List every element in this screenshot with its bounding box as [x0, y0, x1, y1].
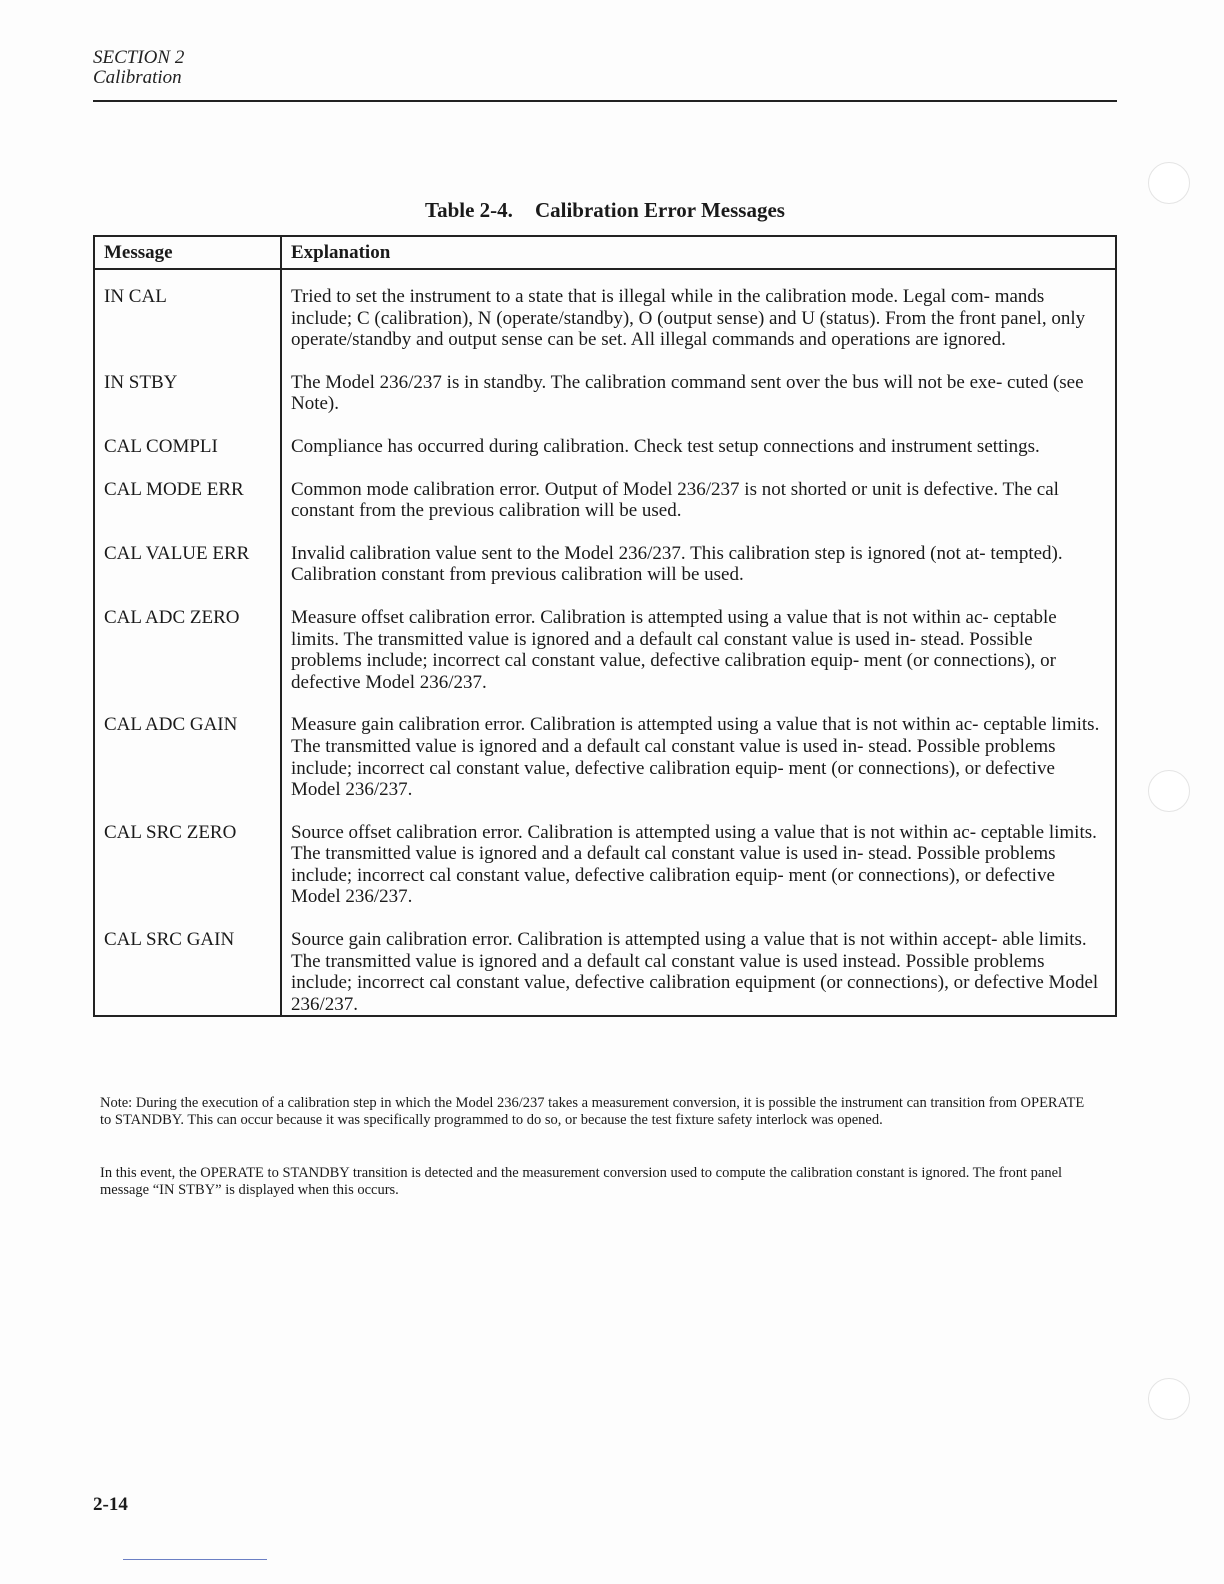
header-rule — [93, 100, 1117, 102]
table-row — [94, 714, 1116, 821]
table-number: Table 2-4. — [425, 198, 513, 222]
table-row — [94, 929, 1116, 1016]
message-cell: CAL VALUE ERR — [94, 543, 281, 607]
punch-hole-bottom — [1148, 1378, 1190, 1420]
message-cell: IN STBY — [94, 372, 281, 436]
explanation-cell: Measure gain calibration error. Calibration is attempted using a value that is not within ac- ceptable limits. The transmitted value is ignored and a default cal constant value is used in- stead. Possible problems include; incorrect cal constant value, defective calibration equip- ment (or connections), or defective Model 236/237. — [291, 714, 1100, 801]
message-cell: CAL MODE ERR — [94, 479, 281, 543]
running-header — [93, 48, 184, 88]
table-row — [94, 479, 1116, 543]
message-cell: CAL SRC GAIN — [94, 929, 281, 1016]
table-row — [94, 436, 1116, 479]
table-row — [94, 607, 1116, 714]
table-row — [94, 269, 1116, 372]
explanation-cell: Source gain calibration error. Calibration is attempted using a value that is not within accept- able limits. The transmitted value is ignored and a default cal constant value is used instead. Possible problems include; incorrect cal constant value, defective calibration equipment (or connections), or defective Model 236/237. — [291, 929, 1099, 1015]
note-paragraph: Note: During the execution of a calibration step in which the Model 236/237 takes a measurement conversion, it is possible the instrument can transition from OPERATE to STANDBY. This can occur because it was specifically programmed to do so, or because the test fixture safety interlock was opened. — [100, 1094, 1085, 1128]
punch-hole-middle — [1148, 770, 1190, 812]
message-cell: IN CAL — [94, 269, 281, 372]
explanation-cell: Compliance has occurred during calibration. Check test setup connections and instrument settings. — [291, 435, 1040, 457]
table-row — [94, 543, 1116, 607]
section-label: SECTION 2 — [93, 47, 185, 68]
table-row — [94, 372, 1116, 436]
explanation-cell: The Model 236/237 is in standby. The calibration command sent over the bus will not be exe- cuted (see Note). — [291, 371, 1084, 415]
message-cell: CAL COMPLI — [94, 436, 281, 479]
table-caption — [93, 198, 1117, 223]
table-title: Calibration Error Messages — [534, 198, 785, 222]
calibration-error-table — [93, 235, 1117, 1017]
explanation-cell: Source offset calibration error. Calibration is attempted using a value that is not within ac- ceptable limits. The transmitted value is ignored and a default cal constant value is used in- stead. Possible problems include; incorrect cal constant value, defective calibration equip- ment (or connections), or defective Model 236/237. — [291, 821, 1097, 908]
column-header-explanation: Explanation — [281, 236, 1116, 269]
column-header-message: Message — [94, 236, 281, 269]
punch-hole-top — [1148, 162, 1190, 204]
table-row — [94, 822, 1116, 929]
footer-rule — [123, 1559, 267, 1560]
explanation-cell: Invalid calibration value sent to the Model 236/237. This calibration step is ignored (not at- tempted). Calibration constant from previous calibration will be used. — [291, 542, 1063, 586]
table-header-row — [94, 236, 1116, 269]
page-number: 2-14 — [93, 1494, 128, 1515]
explanation-cell: Common mode calibration error. Output of Model 236/237 is not shorted or unit is defective. The cal constant from the previous calibration will be used. — [291, 478, 1059, 522]
explanation-cell: Measure offset calibration error. Calibration is attempted using a value that is not within ac- ceptable limits. The transmitted value is ignored and a default cal constant value is used in- stead. Possible problems include; incorrect cal constant value, defective calibration equip- ment (or connections), or defective Model 236/237. — [291, 606, 1057, 693]
message-cell: CAL ADC GAIN — [94, 714, 281, 821]
message-cell: CAL SRC ZERO — [94, 822, 281, 929]
note-paragraph: In this event, the OPERATE to STANDBY transition is detected and the measurement conversion used to compute the calibration constant is ignored. The front panel message “IN STBY” is displayed when this occurs. — [100, 1164, 1063, 1198]
message-cell: CAL ADC ZERO — [94, 607, 281, 714]
explanation-cell: Tried to set the instrument to a state that is illegal while in the calibration mode. Legal com- mands include; C (calibration), N (operate/standby), O (output sense) and U (status). From the front panel, only operate/standby and output sense can be set. All illegal commands and operations are ignored. — [291, 286, 1086, 351]
section-subtitle: Calibration — [93, 67, 182, 88]
